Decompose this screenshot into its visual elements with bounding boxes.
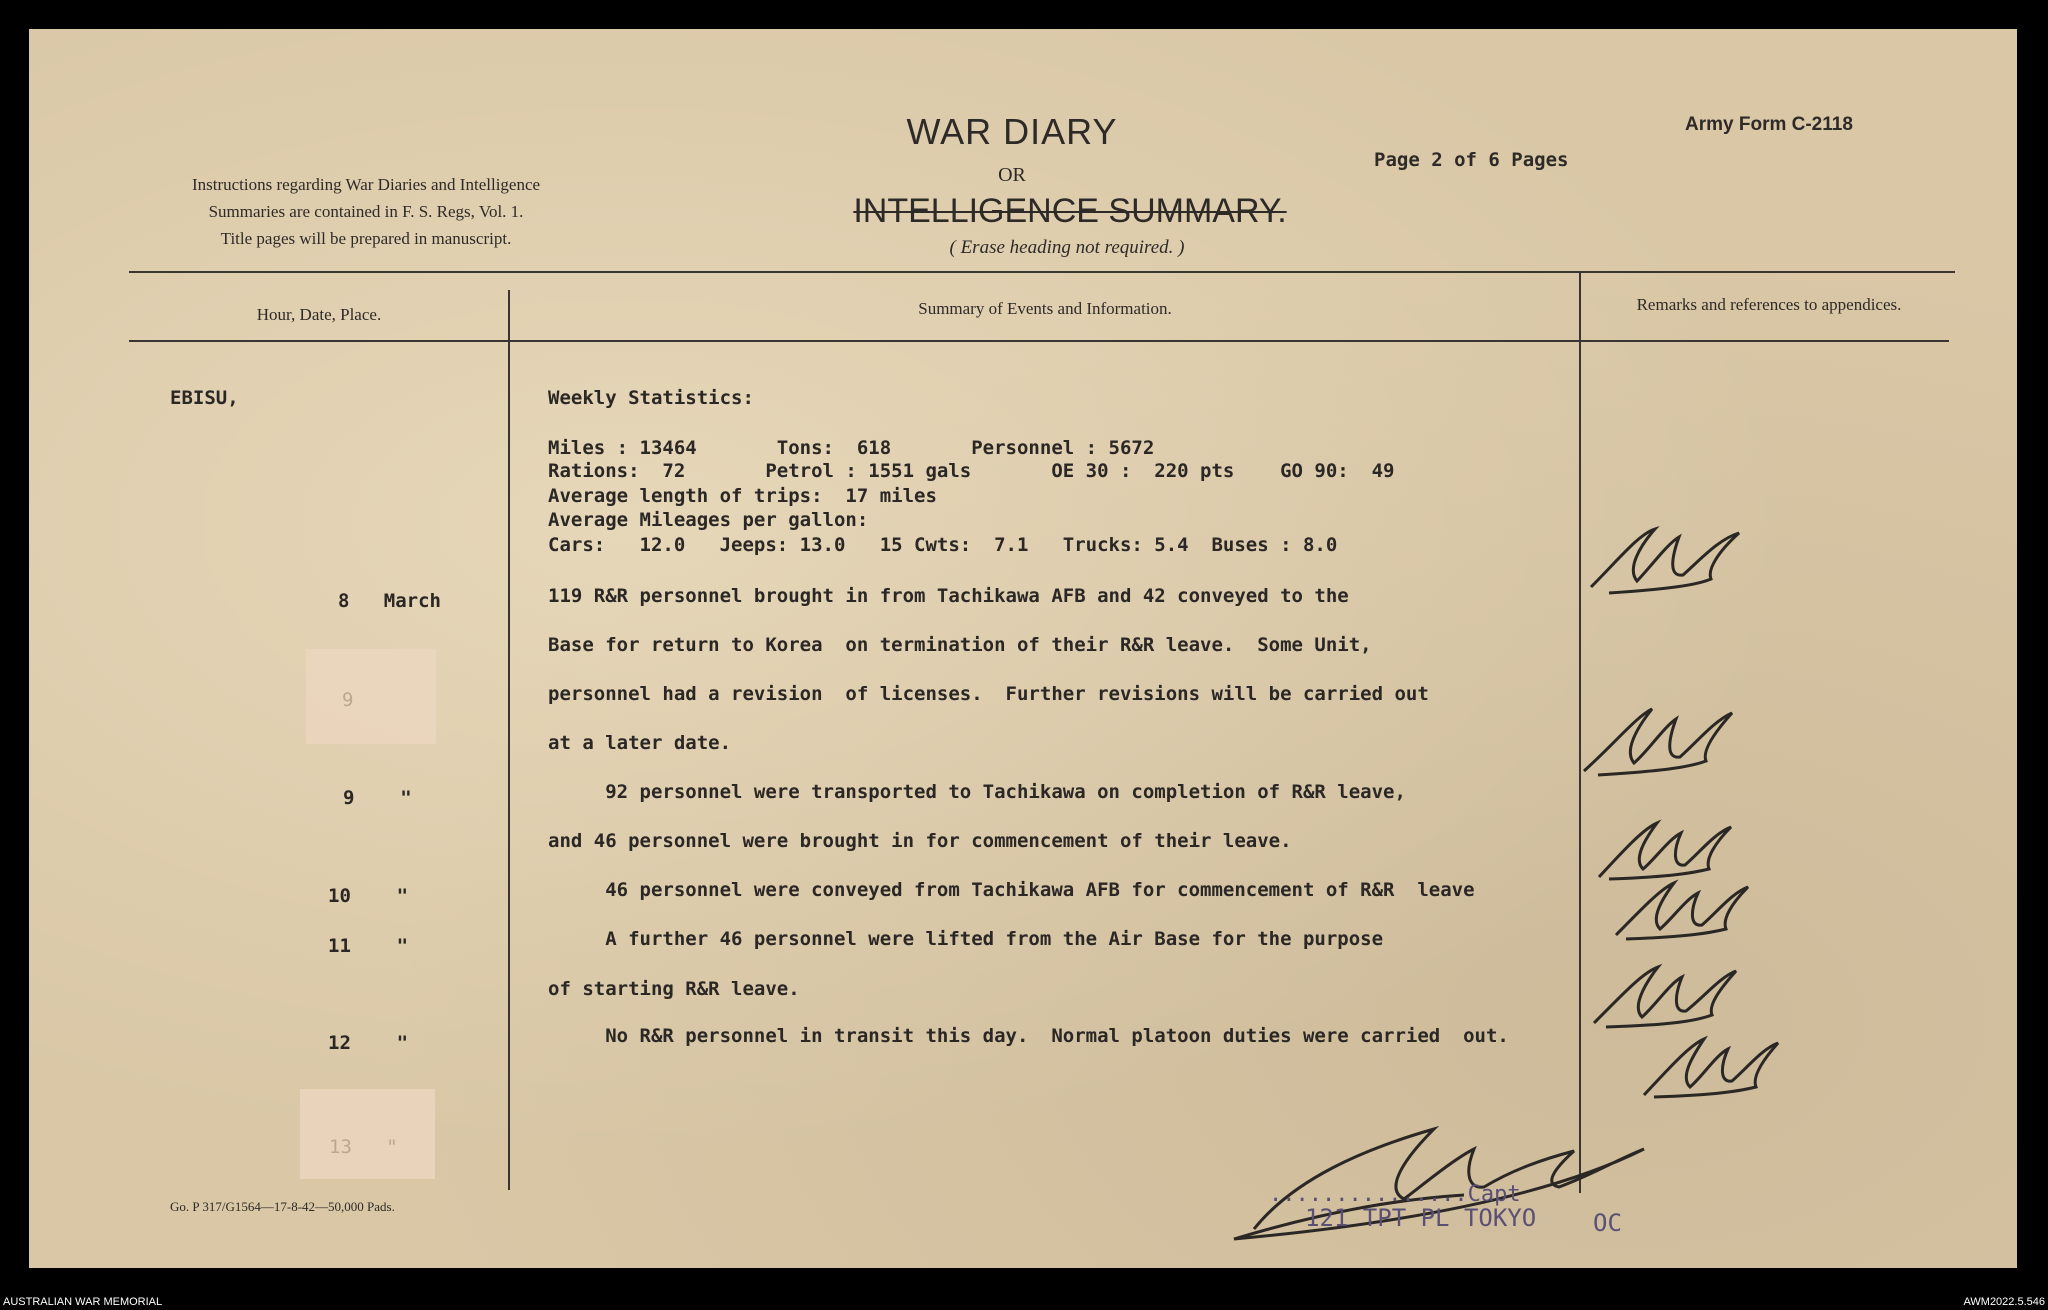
paper-repair-patch	[306, 649, 436, 744]
stats-line-3: Average length of trips: 17 miles	[548, 485, 937, 507]
source-label-left: AUSTRALIAN WAR MEMORIAL	[3, 1296, 163, 1308]
column-rule-1	[508, 290, 510, 1190]
entry-date: 9 "	[343, 787, 412, 809]
instructions-line-3: Title pages will be prepared in manuscript.	[220, 229, 512, 248]
initials-signature	[1579, 489, 1759, 609]
struck-subtitle: INTELLIGENCE SUMMARY.	[853, 192, 1287, 230]
entry-line: A further 46 personnel were lifted from the Air Base for the purpose	[548, 928, 1384, 950]
stats-heading: Weekly Statistics:	[548, 387, 754, 409]
instructions-line-1: Instructions regarding War Diaries and Intelligence	[191, 175, 541, 194]
header-bottom-rule	[129, 340, 1949, 342]
instructions-block	[141, 171, 591, 252]
officer-signature	[1214, 1089, 1664, 1269]
instructions-line-2: Summaries are contained in F. S. Regs, Vol. 1.	[208, 202, 524, 221]
erase-note: ( Erase heading not required. )	[949, 237, 1185, 258]
faint-date: 13 "	[329, 1136, 398, 1158]
stats-line-2: Rations: 72 Petrol : 1551 gals OE 30 : 220 pts GO 90: 49	[548, 460, 1395, 482]
entry-date: 10 "	[328, 885, 409, 907]
title-or: OR	[998, 164, 1026, 186]
header-top-rule	[129, 271, 1955, 273]
column-head-summary: Summary of Events and Information.	[918, 299, 1172, 318]
entry-line: 92 personnel were transported to Tachikawa on completion of R&R leave,	[548, 781, 1406, 803]
stamp-rank-line: ...............Capt	[1269, 1182, 1521, 1207]
entry-line: No R&R personnel in transit this day. Normal platoon duties were carried out.	[548, 1025, 1509, 1047]
diary-sheet	[29, 29, 2017, 1268]
entry-line: Base for return to Korea on termination of their R&R leave. Some Unit,	[548, 634, 1372, 656]
page-count: Page 2 of 6 Pages	[1374, 149, 1569, 171]
entry-line: 46 personnel were conveyed from Tachikawa AFB for commencement of R&R leave	[548, 879, 1475, 901]
stats-line-4: Average Mileages per gallon:	[548, 509, 869, 531]
entry-line: and 46 personnel were brought in for commencement of their leave.	[548, 830, 1292, 852]
army-form-number: Army Form C-2118	[1685, 114, 1853, 135]
faint-date: 9	[342, 689, 354, 711]
page-title: WAR DIARY	[906, 111, 1118, 152]
source-label-right: AWM2022.5.546	[1963, 1296, 2045, 1308]
entry-line: of starting R&R leave.	[548, 978, 800, 1000]
entry-date: 8 March	[338, 590, 441, 612]
entry-date: 12 "	[328, 1032, 409, 1054]
column-head-hour-date-place: Hour, Date, Place.	[256, 305, 382, 324]
stats-line-1: Miles : 13464 Tons: 618 Personnel : 5672	[548, 437, 1155, 459]
place-name: EBISU,	[170, 387, 239, 409]
entry-line: personnel had a revision of licenses. Further revisions will be carried out	[548, 683, 1429, 705]
stamp-unit: 121 TPT PL TOKYO	[1305, 1204, 1537, 1232]
column-head-remarks: Remarks and references to appendices.	[1636, 295, 1902, 314]
paper-repair-patch	[300, 1089, 435, 1179]
entry-line: 119 R&R personnel brought in from Tachikawa AFB and 42 conveyed to the	[548, 585, 1349, 607]
print-code: Go. P 317/G1564—17-8-42—50,000 Pads.	[170, 1199, 395, 1214]
initials-signature	[1574, 669, 1754, 789]
stats-line-5: Cars: 12.0 Jeeps: 13.0 15 Cwts: 7.1 Trucks: 5.4 Buses : 8.0	[548, 534, 1338, 556]
entry-line: at a later date.	[548, 732, 732, 754]
stamp-role: OC	[1593, 1209, 1622, 1237]
entry-date: 11 "	[328, 935, 409, 957]
